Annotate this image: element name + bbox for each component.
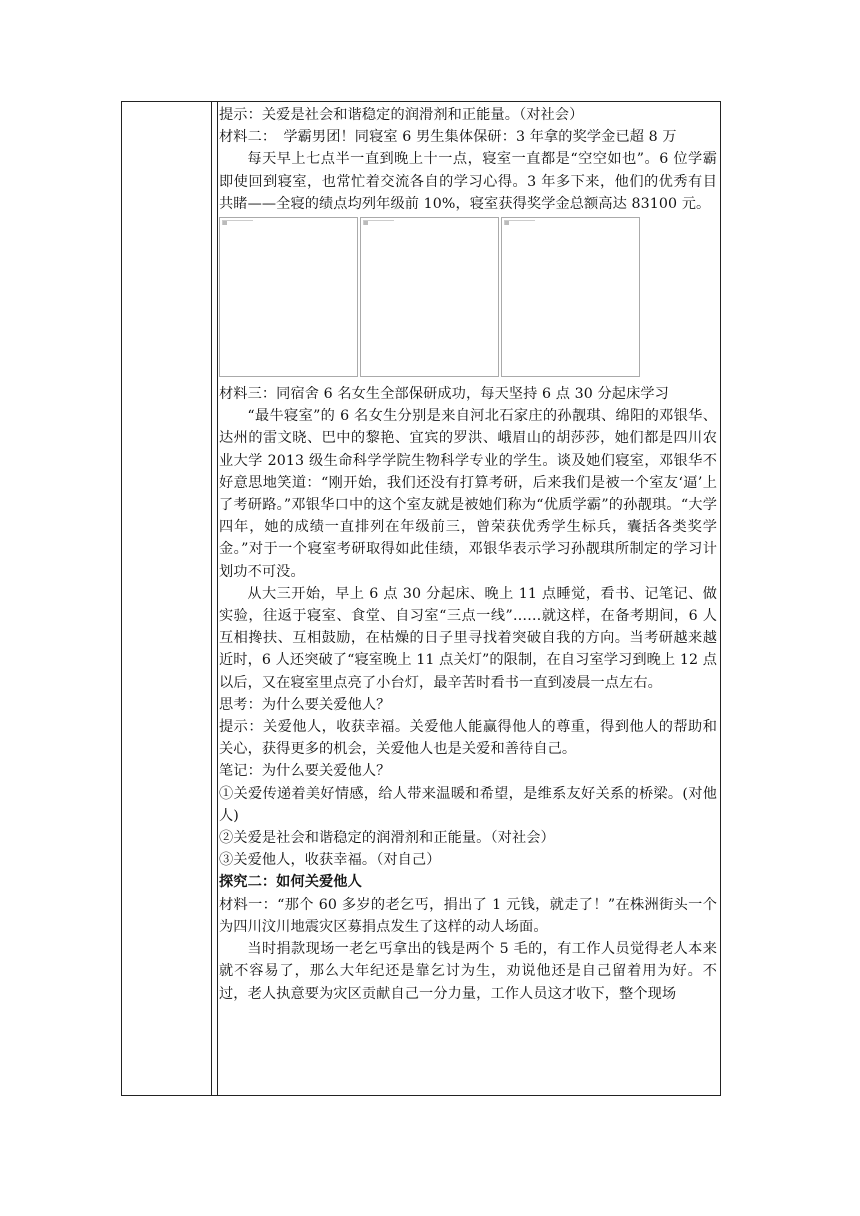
photo-placeholder-1 (219, 217, 358, 377)
material-three-body-1: “最牛寝室”的 6 名女生分别是来自河北石家庄的孙靓琪、绵阳的邓银华、达州的雷文晓、巴中的黎艳、宜宾的罗洪、峨眉山的胡莎莎，她们都是四川农业大学 2013 级生命科学学院生物科学专业的学生。谈及她们寝室，邓银华不好意思地笑道：“刚开始，我们还没有打算考研，后来我们是被一个室友‘逼’上了考研路。”邓银华口中的这个室友就是被她们称为“优质学霸”的孙靓琪。“大学四年，她的成绩一直排列在年级前三，曾荣获优秀学生标兵，囊括各类奖学金。”对于一个寝室考研取得如此佳绩，邓银华表示学习孙靓琪所制定的学习计划功不可没。 (219, 408, 717, 580)
material-three-body-2: 从大三开始，早上 6 点 30 分起床、晚上 11 点睡觉，看书、记笔记、做实验，往返于寝室、食堂、自习室“三点一线”……就这样，在备考期间，6 人互相搀扶、互相鼓励，在枯燥的日子里寻找着突破自我的方向。当考研越来越近时，6 人还突破了“寝室晚上 11 点关灯”的限制，在自习室学习到晚上 12 点以后，又在寝室里点亮了小台灯，最辛苦时看书一直到凌晨一点左右。 (219, 585, 717, 691)
hint-self: 提示：关爱他人，收获幸福。关爱他人能赢得他人的尊重，得到他人的帮助和关心，获得更多的机会，关爱他人也是关爱和善待自己。 (219, 719, 717, 758)
broken-image-icon (504, 220, 535, 225)
note-1: ①关爱传递着美好情感，给人带来温暖和希望，是维系友好关系的桥梁。(对他人) (219, 785, 717, 824)
material-three-title: 材料三：同宿舍 6 名女生全部保研成功，每天坚持 6 点 30 分起床学习 (219, 386, 669, 403)
image-row (219, 217, 717, 377)
broken-image-icon (222, 220, 253, 225)
material-one-body: 当时捐款现场一老乞丐拿出的钱是两个 5 毛的，有工作人员觉得老人本来就不容易了，那么大年纪还是靠乞讨为生，劝说他还是自己留着用为好。不过，老人执意要为灾区贡献自己一分力量，工作人员这才收下，整个现场 (219, 941, 717, 1002)
material-two-body: 每天早上七点半一直到晚上十一点，寝室一直都是“空空如也”。6 位学霸即使回到寝室，也常忙着交流各自的学习心得。3 年多下来，他们的优秀有目共睹——全寝的绩点均列年级前 10%，寝室获得奖学金总额高达 83100 元。 (219, 151, 717, 212)
note-2: ②关爱是社会和谐稳定的润滑剂和正能量。（对社会） (219, 830, 555, 847)
notes-title: 笔记：为什么要关爱他人？ (219, 763, 391, 780)
note-3: ③关爱他人，收获幸福。（对自己） (219, 852, 441, 869)
content-cell (219, 104, 717, 1005)
hint-society: 提示：关爱是社会和谐稳定的润滑剂和正能量。（对社会） (219, 107, 584, 123)
material-two-title: 材料二： 学霸男团！同寝室 6 男生集体保研：3 年拿的奖学金已超 8 万 (219, 129, 677, 146)
column-divider-right (217, 102, 218, 1095)
document-table (121, 101, 721, 1096)
broken-image-icon (363, 220, 394, 225)
photo-placeholder-3 (501, 217, 640, 377)
column-divider-left (211, 102, 212, 1095)
photo-placeholder-2 (360, 217, 499, 377)
material-one-title: 材料一：“那个 60 多岁的老乞丐，捐出了 1 元钱，就走了！”在株洲街头一个为四川汶川地震灾区募捐点发生了这样的动人场面。 (219, 896, 717, 935)
think-question: 思考：为什么要关爱他人？ (219, 696, 391, 713)
inquiry-two-heading: 探究二：如何关爱他人 (219, 874, 362, 891)
